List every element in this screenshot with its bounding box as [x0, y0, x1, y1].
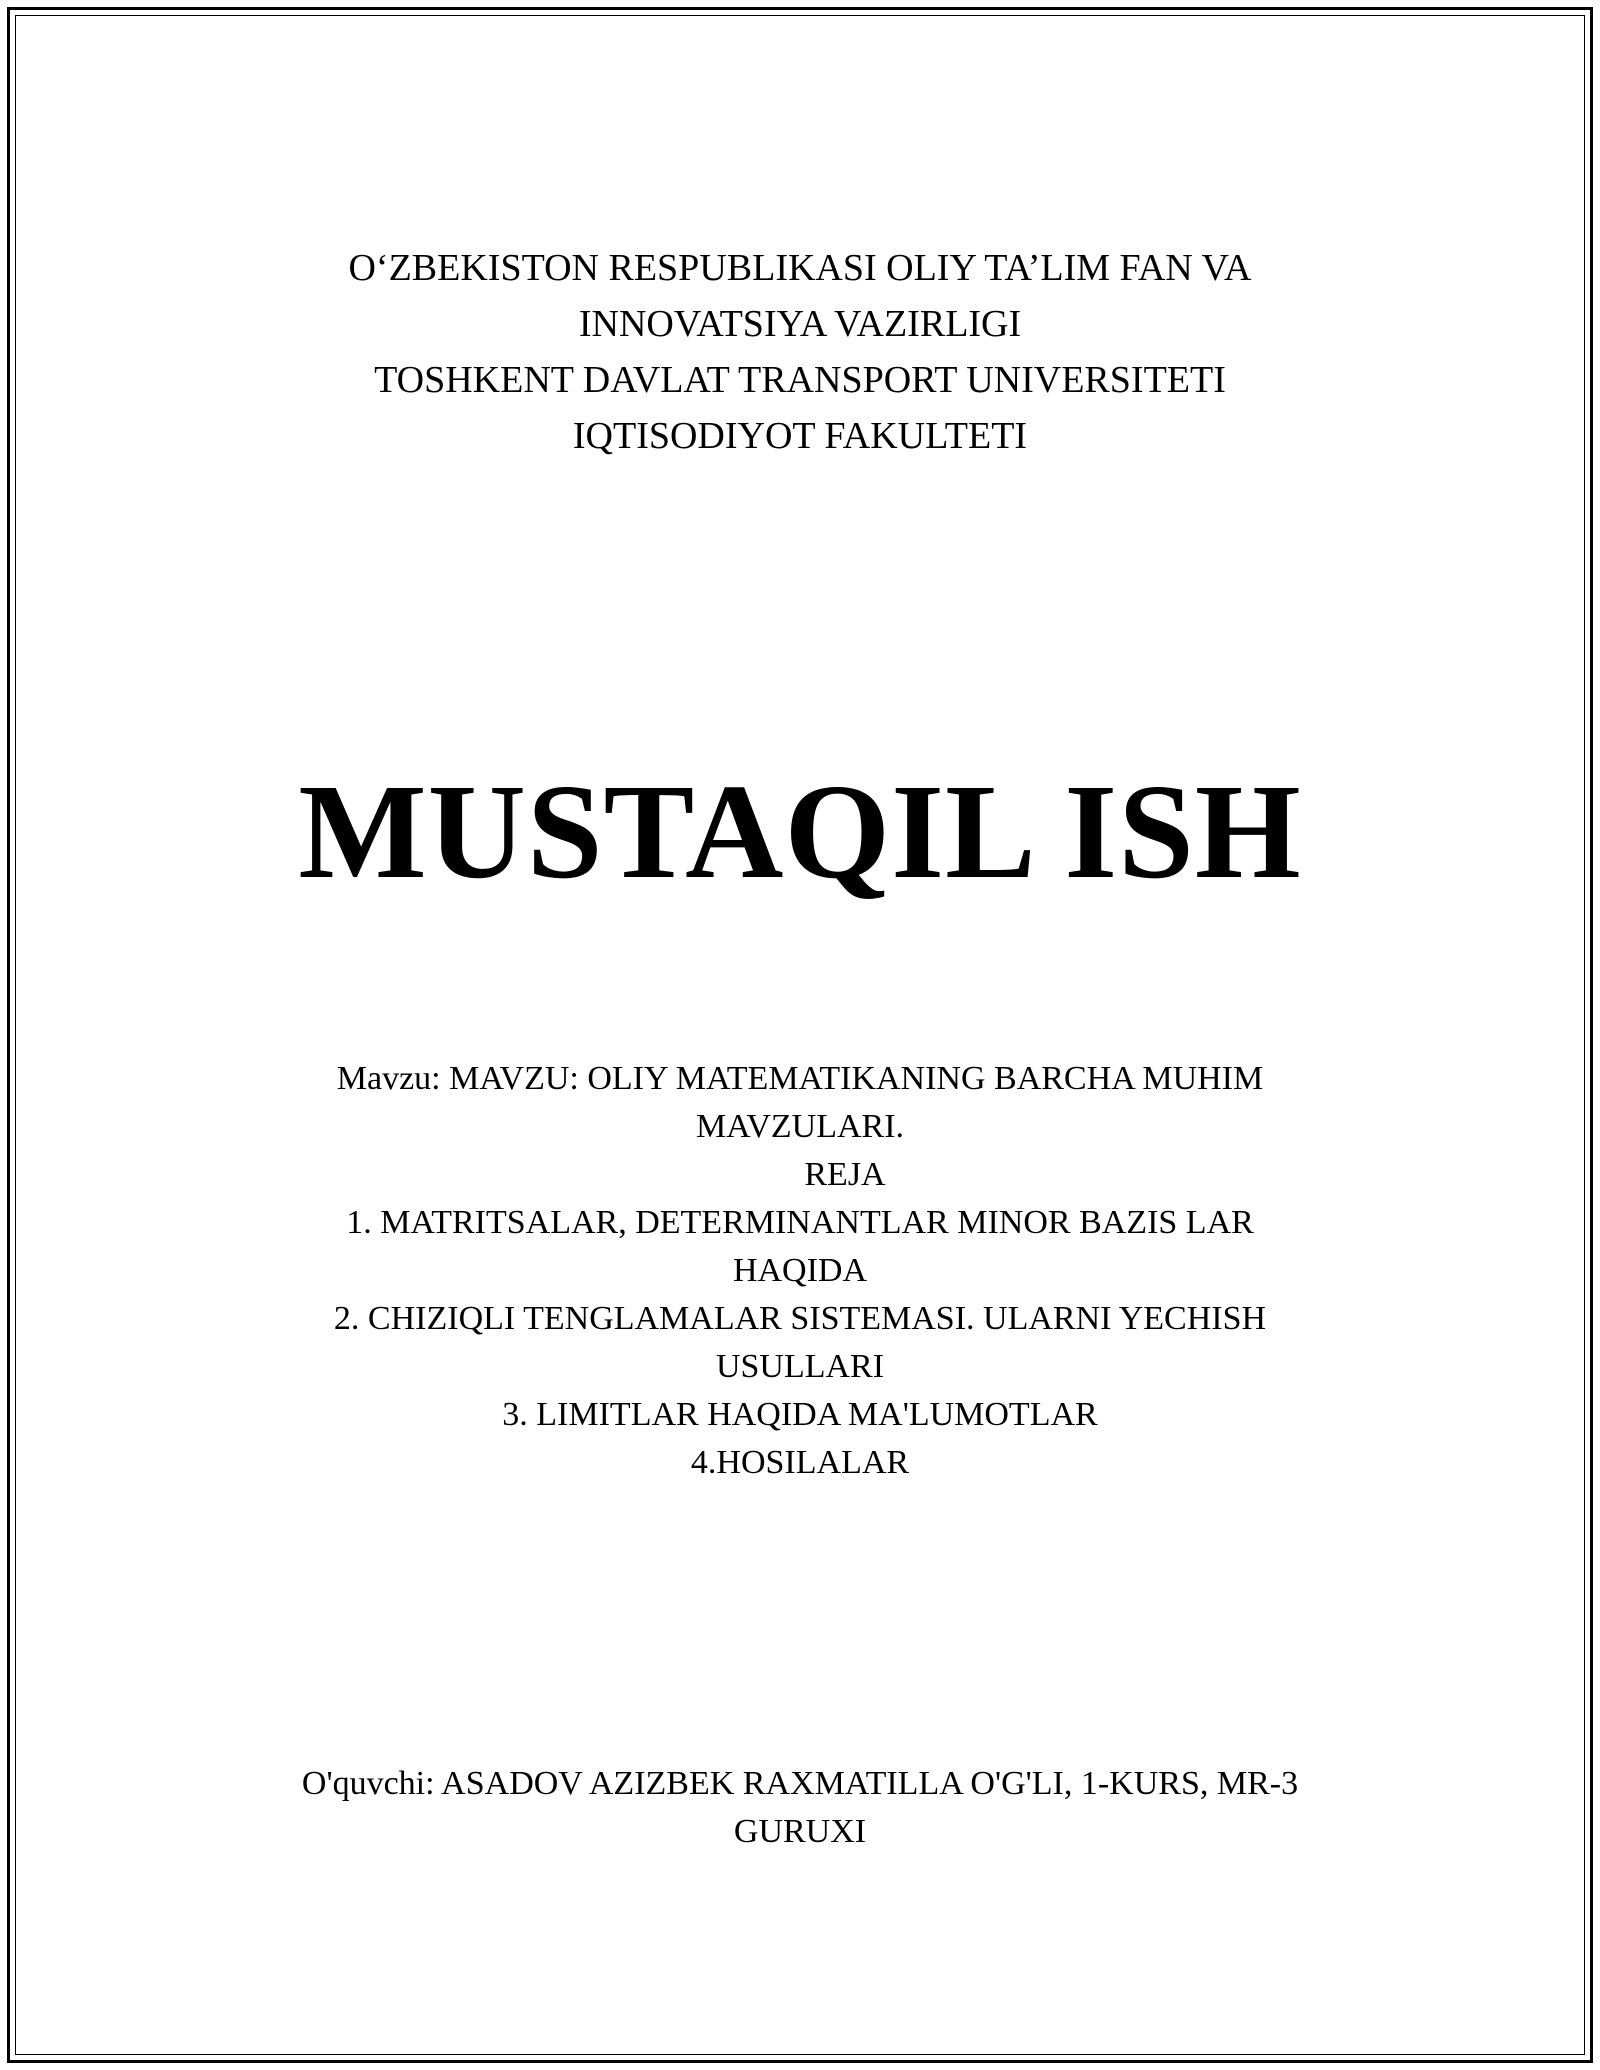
topic-line-1: Mavzu: MAVZU: OLIY MATEMATIKANING BARCHA MUHIM — [336, 1060, 1264, 1097]
header-line-faculty: IQTISODIYOT FAKULTETI — [572, 415, 1028, 457]
plan-item-1: 1. MATRITSALAR, DETERMINANTLAR MINOR BAZIS LAR — [346, 1204, 1254, 1241]
student-line-2: GURUXI — [733, 1813, 867, 1850]
header-line-ministry-2: INNOVATSIYA VAZIRLIGI — [578, 303, 1022, 345]
plan-item-1-cont: HAQIDA — [732, 1252, 868, 1289]
header-line-ministry-1: O‘ZBEKISTON RESPUBLIKASI OLIY TA’LIM FAN VA — [348, 247, 1252, 289]
subject-section — [0, 1055, 1600, 1487]
plan-item-2-cont: USULLARI — [715, 1348, 885, 1385]
plan-item-2: 2. CHIZIQLI TENGLAMALAR SISTEMASI. ULARNI YECHISH — [333, 1300, 1267, 1337]
plan-item-3: 3. LIMITLAR HAQIDA MA'LUMOTLAR — [502, 1396, 1098, 1433]
document-title: MUSTAQIL ISH — [298, 757, 1302, 907]
student-info — [0, 1760, 1600, 1856]
plan-heading: REJA — [804, 1156, 886, 1193]
institution-header — [0, 240, 1600, 464]
header-line-university: TOSHKENT DAVLAT TRANSPORT UNIVERSITETI — [374, 359, 1226, 401]
plan-item-4: 4.HOSILALAR — [690, 1444, 910, 1481]
topic-line-2: MAVZULARI. — [695, 1108, 905, 1145]
student-line-1: O'quvchi: ASADOV AZIZBEK RAXMATILLA O'G'LI, 1-KURS, MR-3 — [301, 1765, 1299, 1802]
